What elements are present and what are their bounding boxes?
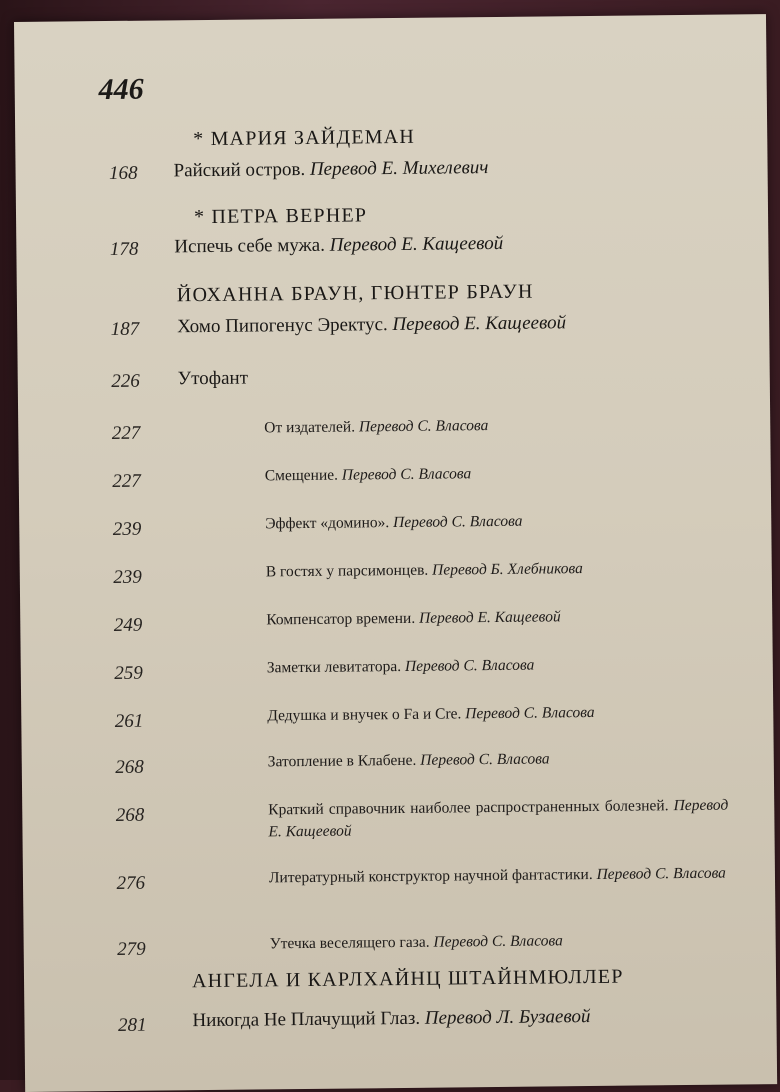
- entry-translator: Перевод Е. Кащеевой: [329, 232, 504, 256]
- subentry-line: [268, 795, 728, 844]
- entry-translator: Перевод Е. Кащеевой: [392, 312, 567, 336]
- author-heading: АНГЕЛА И КАРЛХАЙНЦ ШТАЙНМЮЛЛЕР: [191, 965, 624, 993]
- subentry-page-number: 239: [113, 566, 142, 588]
- entry-page-number: 178: [109, 238, 139, 261]
- subentry-title: Заметки левитатора.: [266, 657, 402, 677]
- entry-title: Никогда Не Плачущий Глаз.: [192, 1007, 421, 1032]
- entry-page-number: 168: [108, 162, 138, 185]
- subentry-page-number: 227: [111, 422, 141, 444]
- subentry-translator: Перевод Б. Хлебникова: [432, 560, 583, 579]
- page-number: 446: [98, 72, 144, 107]
- entry-title-line: [174, 233, 503, 258]
- subentry-title: Краткий справочник наиболее распространенных болезней.: [268, 797, 669, 819]
- subentry-translator: Перевод С. Власова: [358, 417, 489, 436]
- subentry-translator: Перевод С. Власова: [393, 512, 523, 532]
- subentry-line: [267, 702, 595, 727]
- subentry-title: Утечка веселящего газа.: [269, 933, 430, 953]
- subentry-title: В гостях у парсимонцев.: [265, 561, 429, 581]
- subentry-page-number: 227: [112, 470, 141, 492]
- subentry-translator: Перевод Е. Кащеевой: [268, 796, 729, 841]
- subentry-page-number: 249: [113, 614, 143, 636]
- subentry-translator: Перевод С. Власова: [465, 703, 595, 723]
- book-page: [14, 14, 777, 1092]
- entry-page-number: 281: [117, 1014, 147, 1036]
- subentry-title: Литературный конструктор научной фантастики.: [268, 865, 593, 887]
- subentry-page-number: 279: [117, 938, 146, 960]
- subentry-translator: Перевод С. Власова: [596, 864, 726, 883]
- author-heading: ЙОХАННА БРАУН, ГЮНТЕР БРАУН: [176, 280, 534, 307]
- subentry-line: [268, 748, 550, 773]
- entry-title-line: [173, 157, 488, 182]
- entry-title-line: [192, 1006, 590, 1032]
- subentry-translator: Перевод С. Власова: [420, 750, 550, 769]
- subentry-title: Дедушка и внучек о Fa и Cre.: [267, 705, 462, 725]
- subentry-title: Затопление в Клабене.: [267, 751, 417, 771]
- author-heading: * МАРИЯ ЗАЙДЕМАН: [193, 125, 416, 151]
- subentry-line: [266, 558, 583, 583]
- subentry-page-number: 268: [115, 804, 145, 826]
- subentry-title: Компенсатор времени.: [266, 609, 416, 629]
- entry-page-number: 187: [110, 318, 140, 341]
- subentry-page-number: 276: [116, 872, 146, 894]
- entry-translator: Перевод Л. Бузаевой: [424, 1006, 591, 1029]
- entry-title: Хомо Пипогенус Эректус.: [177, 314, 388, 338]
- subentry-title: От издателей.: [264, 418, 356, 437]
- entry-translator: Перевод Е. Михелевич: [309, 157, 489, 180]
- subentry-line: [266, 606, 561, 631]
- subentry-line: [270, 930, 563, 955]
- subentry-translator: Перевод С. Власова: [404, 656, 535, 675]
- subentry-translator: Перевод С. Власова: [341, 465, 472, 484]
- subentry-page-number: 259: [114, 662, 143, 684]
- subentry-page-number: 239: [112, 518, 142, 540]
- subentry-page-number: 261: [114, 710, 144, 732]
- subentry-title: Смещение.: [264, 466, 339, 485]
- subentry-line: [267, 655, 535, 680]
- subentry-line: [265, 511, 522, 536]
- entry-title: Райский остров.: [173, 158, 306, 182]
- entry-page-number: 226: [111, 370, 140, 393]
- subentry-line: [269, 863, 729, 890]
- author-heading: * ПЕТРА ВЕРНЕР: [193, 204, 368, 229]
- subentry-translator: Перевод Е. Кащеевой: [418, 608, 561, 627]
- subentry-line: [265, 463, 472, 487]
- cycle-title: Утофант: [177, 367, 249, 390]
- subentry-title: Эффект «домино».: [265, 514, 390, 533]
- subentry-line: [264, 415, 488, 439]
- subentry-translator: Перевод С. Власова: [433, 932, 563, 951]
- entry-title-line: [177, 312, 566, 338]
- subentry-page-number: 268: [115, 756, 144, 778]
- entry-title: Испечь себе мужа.: [174, 234, 326, 258]
